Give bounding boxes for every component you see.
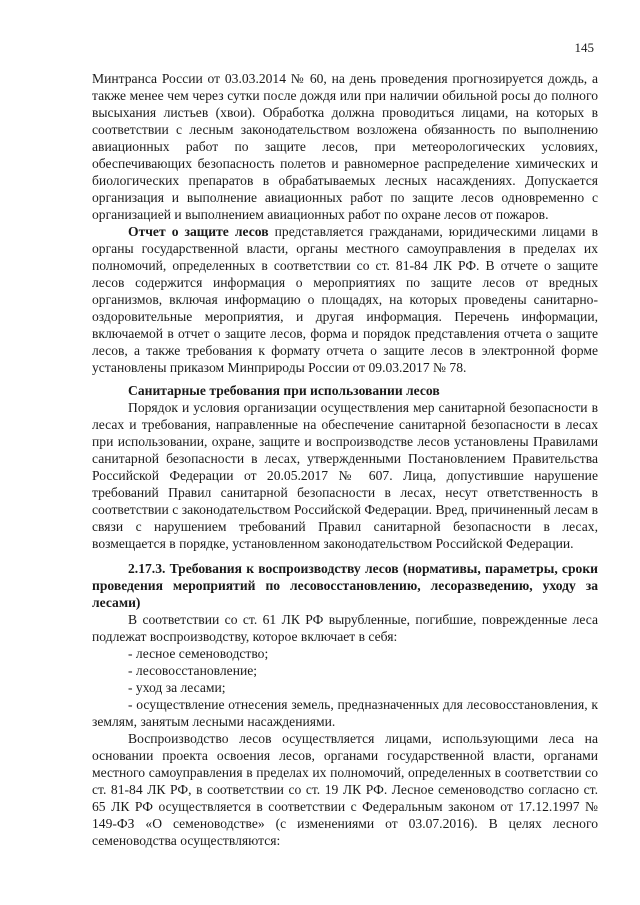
forest-report-text: представляется гражданами, юридическими лицами в органы государственной власти, органы местного самоуправления в пределах их полномочий, определенных в соответствии со ст. 81-84 ЛК РФ. В отчете о защите лесов содержится информация о мероприятиях по защите лесов от вредных организмов, включая информацию о площадях, на которых проведены санитарно-оздоровительные мероприятия, и другая информация. Перечень информации, включаемой в отчет о защите лесов, форма и порядок представления отчета о защите лесов, а также требования к формату отчета о защите лесов в электронной форме установлены приказом Минприроды России от 09.03.2017 № 78. — [92, 224, 599, 375]
section-heading-2-17-3: 2.17.3. Требования к воспроизводству лесов (нормативы, параметры, сроки проведения мероприятий по лесовосстановлению, лесоразведению, уходу за лесами) — [92, 561, 598, 610]
list-item: - осуществление отнесения земель, предназначенных для лесовосстановления, к землям, занятым лесными насаждениями. — [92, 697, 598, 729]
paragraph-forest-report — [92, 223, 598, 376]
list-item: - лесное семеноводство; — [128, 646, 269, 661]
paragraph-sanitary: Порядок и условия организации осуществления мер санитарной безопасности в лесах и требования, направленные на обеспечение санитарной безопасности в лесах при использовании, охране, защите и воспроизводстве лесов установлены Правилами санитарной безопасности в лесах, утвержденными Постановлением Правительства Российской Федерации от 20.05.2017 № 607. Лица, допустившие нарушение требований Правил санитарной безопасности в лесах, несут ответственность в соответствии с законодательством Российской Федерации. Вред, причиненный лесам в связи с нарушением требований Правил санитарной безопасности в лесах, возмещается в порядке, установленном законодательством Российской Федерации. — [92, 400, 598, 551]
page-number: 145 — [574, 40, 594, 55]
sanitary-heading: Санитарные требования при использовании лесов — [128, 383, 440, 398]
forest-report-term: Отчет о защите лесов — [128, 224, 269, 239]
paragraph-aviation: Минтранса России от 03.03.2014 № 60, на день проведения прогнозируется дождь, а также менее чем через сутки после дождя или при наличии обильной росы до полного высыхания листьев (хвои). Обработка должна проводиться лицами, на которых в соответствии с лесным законодательством возложена обязанность по выполнению авиационных работ по защите лесов, при метеорологических условиях, обеспечивающих безопасность полетов и равномерное распределение химических и биологических препаратов в обрабатываемых лесных насаждениях. Допускается организация и выполнение авиационных работ по защите лесов одновременно с организацией и выполнением авиационных работ по охране лесов от пожаров. — [92, 71, 598, 222]
paragraph-reproduction-intro: В соответствии со ст. 61 ЛК РФ вырубленные, погибшие, поврежденные леса подлежат воспроизводству, которое включает в себя: — [92, 612, 598, 644]
list-item: - лесовосстановление; — [128, 663, 258, 678]
paragraph-reproduction-actors: Воспроизводство лесов осуществляется лицами, использующими леса на основании проекта освоения лесов, органами государственной власти, органами местного самоуправления в пределах их полномочий, определенных в соответствии со ст. 81-84 ЛК РФ, в соответствии со ст. 19 ЛК РФ. Лесное семеноводство согласно ст. 65 ЛК РФ осуществляется в соответствии с Федеральным законом от 17.12.1997 № 149-ФЗ «О семеноводстве» (с изменениями от 03.07.2016). В целях лесного семеноводства осуществляются: — [92, 731, 598, 848]
list-item: - уход за лесами; — [128, 680, 226, 695]
document-body — [92, 70, 598, 849]
